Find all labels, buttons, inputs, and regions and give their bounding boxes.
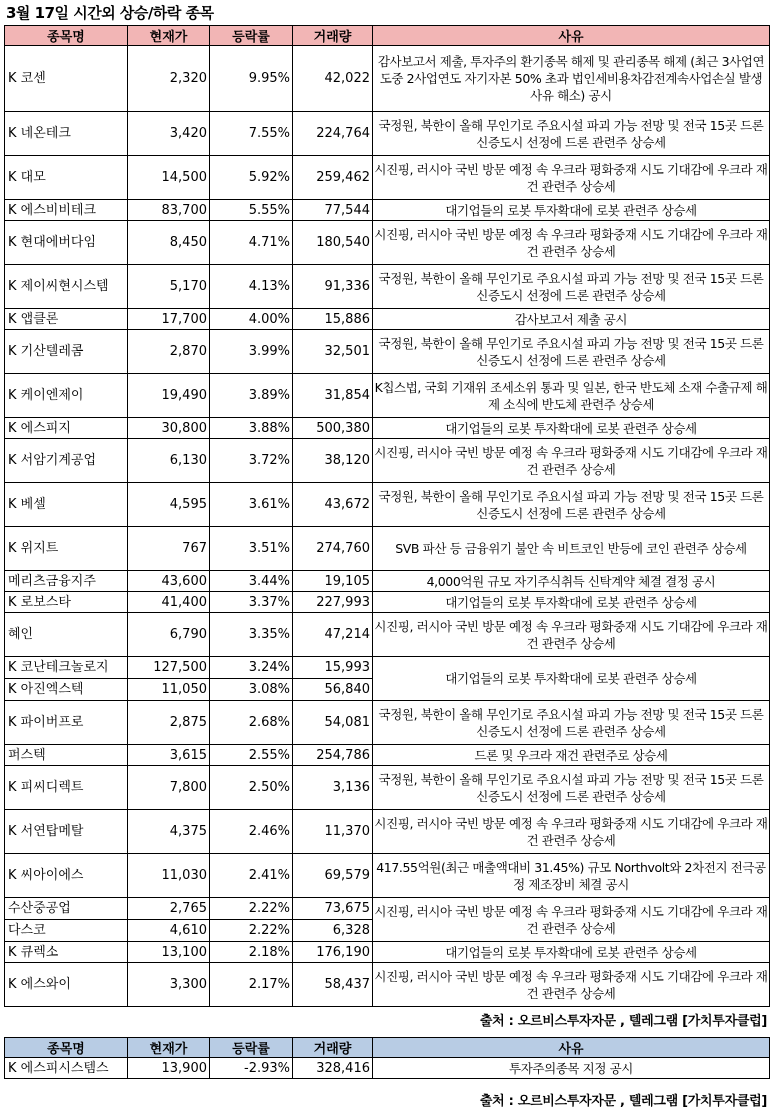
table-row <box>5 265 770 309</box>
table-row <box>5 942 770 963</box>
rate-cell: 3.08% <box>210 679 293 701</box>
price-cell: 2,765 <box>128 898 210 920</box>
rate-cell: 3.51% <box>210 527 293 571</box>
price-cell: 3,420 <box>128 112 210 156</box>
reason-cell: K칩스법, 국회 기재위 조세소위 통과 및 일본, 한국 반도체 소재 수출규제 해제 소식에 반도체 관련주 상승세 <box>373 374 770 418</box>
price-cell: 13,900 <box>128 1058 210 1079</box>
reason-cell: 대기업들의 로봇 투자확대에 로봇 관련주 상승세 <box>373 418 770 439</box>
stock-name-cell: 다스코 <box>5 920 128 942</box>
volume-cell: 47,214 <box>293 613 373 657</box>
reason-cell: 드론 및 우크라 재건 관련주로 상승세 <box>373 745 770 766</box>
reason-cell: 시진핑, 러시아 국빈 방문 예정 속 우크라 평화중재 시도 기대감에 우크라 재건 관련주 상승세 <box>373 963 770 1007</box>
rate-cell: 2.68% <box>210 701 293 745</box>
reason-cell: 417.55억원(최근 매출액대비 31.45%) 규모 Northvolt와 2차전지 전극공정 제조장비 체결 공시 <box>373 854 770 898</box>
header-reason: 사유 <box>373 1038 770 1058</box>
header-name: 종목명 <box>5 26 128 46</box>
stock-name-cell: K 아진엑스텍 <box>5 679 128 701</box>
table-row <box>5 766 770 810</box>
volume-cell: 15,993 <box>293 657 373 679</box>
table-row <box>5 1058 770 1079</box>
price-cell: 11,050 <box>128 679 210 701</box>
price-cell: 767 <box>128 527 210 571</box>
source-note: 출처 : 오르비스투자자문 , 텔레그램 [가치투자클럽] <box>479 1014 767 1029</box>
reason-cell: SVB 파산 등 금융위기 불안 속 비트코인 반등에 코인 관련주 상승세 <box>373 527 770 571</box>
rate-cell: 2.55% <box>210 745 293 766</box>
rate-cell: 2.41% <box>210 854 293 898</box>
price-cell: 13,100 <box>128 942 210 963</box>
volume-cell: 42,022 <box>293 46 373 112</box>
table-row <box>5 46 770 112</box>
volume-cell: 31,854 <box>293 374 373 418</box>
rate-cell: 2.46% <box>210 810 293 854</box>
reason-cell: 시진핑, 러시아 국빈 방문 예정 속 우크라 평화중재 시도 기대감에 우크라 재건 관련주 상승세 <box>373 810 770 854</box>
volume-cell: 328,416 <box>293 1058 373 1079</box>
price-cell: 2,320 <box>128 46 210 112</box>
table-row <box>5 963 770 1007</box>
reason-cell: 대기업들의 로봇 투자확대에 로봇 관련주 상승세 <box>373 592 770 613</box>
reason-cell: 시진핑, 러시아 국빈 방문 예정 속 우크라 평화중재 시도 기대감에 우크라 재건 관련주 상승세 <box>373 613 770 657</box>
price-cell: 6,130 <box>128 439 210 483</box>
price-cell: 4,595 <box>128 483 210 527</box>
reason-cell: 국정원, 북한이 올해 무인기로 주요시설 파괴 가능 전망 및 전국 15곳 드론신증도시 선정에 드론 관련주 상승세 <box>373 112 770 156</box>
price-cell: 4,375 <box>128 810 210 854</box>
price-cell: 6,790 <box>128 613 210 657</box>
reason-cell: 국정원, 북한이 올해 무인기로 주요시설 파괴 가능 전망 및 전국 15곳 드론신증도시 선정에 드론 관련주 상승세 <box>373 483 770 527</box>
table-row <box>5 571 770 592</box>
volume-cell: 11,370 <box>293 810 373 854</box>
table-row <box>5 745 770 766</box>
table-row <box>5 854 770 898</box>
reason-cell: 대기업들의 로봇 투자확대에 로봇 관련주 상승세 <box>373 942 770 963</box>
volume-cell: 73,675 <box>293 898 373 920</box>
reason-cell: 국정원, 북한이 올해 무인기로 주요시설 파괴 가능 전망 및 전국 15곳 드론신증도시 선정에 드론 관련주 상승세 <box>373 265 770 309</box>
table-row <box>5 200 770 221</box>
stock-name-cell: K 에스피시스템스 <box>5 1058 128 1079</box>
rate-cell: 3.72% <box>210 439 293 483</box>
price-cell: 19,490 <box>128 374 210 418</box>
table-row <box>5 309 770 330</box>
header-volume: 거래량 <box>293 26 373 46</box>
table-row <box>5 657 770 679</box>
rate-cell: 2.50% <box>210 766 293 810</box>
rate-cell: 4.13% <box>210 265 293 309</box>
stock-name-cell: K 서암기계공업 <box>5 439 128 483</box>
price-cell: 11,030 <box>128 854 210 898</box>
volume-cell: 43,672 <box>293 483 373 527</box>
rate-cell: 3.99% <box>210 330 293 374</box>
header-reason: 사유 <box>373 26 770 46</box>
reason-cell: 국정원, 북한이 올해 무인기로 주요시설 파괴 가능 전망 및 전국 15곳 드론신증도시 선정에 드론 관련주 상승세 <box>373 701 770 745</box>
price-cell: 3,615 <box>128 745 210 766</box>
volume-cell: 259,462 <box>293 156 373 200</box>
reason-cell: 시진핑, 러시아 국빈 방문 예정 속 우크라 평화중재 시도 기대감에 우크라 재건 관련주 상승세 <box>373 439 770 483</box>
header-volume: 거래량 <box>293 1038 373 1058</box>
stock-name-cell: K 현대에버다임 <box>5 221 128 265</box>
price-cell: 17,700 <box>128 309 210 330</box>
table-row <box>5 112 770 156</box>
reason-cell: 감사보고서 제출 공시 <box>373 309 770 330</box>
stock-name-cell: 수산중공업 <box>5 898 128 920</box>
rate-cell: 3.89% <box>210 374 293 418</box>
table-row <box>5 439 770 483</box>
stock-name-cell: K 큐렉소 <box>5 942 128 963</box>
stock-name-cell: K 에스피지 <box>5 418 128 439</box>
table-row <box>5 330 770 374</box>
rate-cell: 9.95% <box>210 46 293 112</box>
volume-cell: 3,136 <box>293 766 373 810</box>
price-cell: 3,300 <box>128 963 210 1007</box>
stock-name-cell: K 에스와이 <box>5 963 128 1007</box>
source-note-2: 출처 : 오르비스투자자문 , 텔레그램 [가치투자클럽] <box>479 1094 767 1109</box>
rate-cell: 2.17% <box>210 963 293 1007</box>
rate-cell: 3.88% <box>210 418 293 439</box>
stock-name-cell: K 서연탑메탈 <box>5 810 128 854</box>
stock-name-cell: K 씨아이에스 <box>5 854 128 898</box>
fall-header-row <box>5 1038 770 1058</box>
reason-cell: 국정원, 북한이 올해 무인기로 주요시설 파괴 가능 전망 및 전국 15곳 드론신증도시 선정에 드론 관련주 상승세 <box>373 766 770 810</box>
reason-cell: 투자주의종목 지정 공시 <box>373 1058 770 1079</box>
volume-cell: 254,786 <box>293 745 373 766</box>
volume-cell: 15,886 <box>293 309 373 330</box>
price-cell: 83,700 <box>128 200 210 221</box>
rate-cell: 5.92% <box>210 156 293 200</box>
rate-cell: 3.35% <box>210 613 293 657</box>
volume-cell: 54,081 <box>293 701 373 745</box>
rate-cell: 3.61% <box>210 483 293 527</box>
volume-cell: 58,437 <box>293 963 373 1007</box>
volume-cell: 56,840 <box>293 679 373 701</box>
stock-name-cell: 퍼스텍 <box>5 745 128 766</box>
stock-name-cell: K 에스비비테크 <box>5 200 128 221</box>
table-row <box>5 156 770 200</box>
table-row <box>5 613 770 657</box>
volume-cell: 38,120 <box>293 439 373 483</box>
table-row <box>5 592 770 613</box>
fall-table <box>4 1037 770 1079</box>
rise-table <box>4 25 770 1007</box>
stock-name-cell: 혜인 <box>5 613 128 657</box>
rate-cell: 4.71% <box>210 221 293 265</box>
volume-cell: 91,336 <box>293 265 373 309</box>
price-cell: 5,170 <box>128 265 210 309</box>
table-row <box>5 701 770 745</box>
reason-cell: 대기업들의 로봇 투자확대에 로봇 관련주 상승세 <box>373 200 770 221</box>
reason-cell: 시진핑, 러시아 국빈 방문 예정 속 우크라 평화중재 시도 기대감에 우크라 재건 관련주 상승세 <box>373 221 770 265</box>
volume-cell: 227,993 <box>293 592 373 613</box>
stock-name-cell: K 파이버프로 <box>5 701 128 745</box>
stock-name-cell: 메리츠금융지주 <box>5 571 128 592</box>
price-cell: 2,875 <box>128 701 210 745</box>
volume-cell: 32,501 <box>293 330 373 374</box>
rate-cell: 2.22% <box>210 920 293 942</box>
stock-name-cell: K 대모 <box>5 156 128 200</box>
rate-cell: 3.44% <box>210 571 293 592</box>
table-row <box>5 898 770 920</box>
price-cell: 8,450 <box>128 221 210 265</box>
stock-name-cell: K 코난테크놀로지 <box>5 657 128 679</box>
volume-cell: 224,764 <box>293 112 373 156</box>
rate-cell: 3.24% <box>210 657 293 679</box>
table-row <box>5 374 770 418</box>
rate-cell: 5.55% <box>210 200 293 221</box>
reason-cell: 시진핑, 러시아 국빈 방문 예정 속 우크라 평화중재 시도 기대감에 우크라 재건 관련주 상승세 <box>373 898 770 942</box>
header-price: 현재가 <box>128 1038 210 1058</box>
price-cell: 41,400 <box>128 592 210 613</box>
volume-cell: 176,190 <box>293 942 373 963</box>
stock-name-cell: K 제이씨현시스템 <box>5 265 128 309</box>
stock-name-cell: K 피씨디렉트 <box>5 766 128 810</box>
rate-cell: 2.18% <box>210 942 293 963</box>
header-rate: 등락률 <box>210 1038 293 1058</box>
table-row <box>5 527 770 571</box>
stock-name-cell: K 위지트 <box>5 527 128 571</box>
price-cell: 14,500 <box>128 156 210 200</box>
reason-cell: 4,000억원 규모 자기주식취득 신탁계약 체결 결정 공시 <box>373 571 770 592</box>
price-cell: 30,800 <box>128 418 210 439</box>
header-rate: 등락률 <box>210 26 293 46</box>
table-row <box>5 483 770 527</box>
header-price: 현재가 <box>128 26 210 46</box>
rate-cell: 4.00% <box>210 309 293 330</box>
volume-cell: 69,579 <box>293 854 373 898</box>
volume-cell: 19,105 <box>293 571 373 592</box>
stock-name-cell: K 베셀 <box>5 483 128 527</box>
reason-cell: 대기업들의 로봇 투자확대에 로봇 관련주 상승세 <box>373 657 770 701</box>
price-cell: 127,500 <box>128 657 210 679</box>
reason-cell: 감사보고서 제출, 투자주의 환기종목 해제 및 관리종목 해제 (최근 3사업연도중 2사업연도 자기자본 50% 초과 법인세비용차감전계속사업손실 발생 사유 해소) 공시 <box>373 46 770 112</box>
volume-cell: 6,328 <box>293 920 373 942</box>
stock-name-cell: K 코센 <box>5 46 128 112</box>
reason-cell: 국정원, 북한이 올해 무인기로 주요시설 파괴 가능 전망 및 전국 15곳 드론신증도시 선정에 드론 관련주 상승세 <box>373 330 770 374</box>
rate-cell: 7.55% <box>210 112 293 156</box>
volume-cell: 180,540 <box>293 221 373 265</box>
reason-cell: 시진핑, 러시아 국빈 방문 예정 속 우크라 평화중재 시도 기대감에 우크라 재건 관련주 상승세 <box>373 156 770 200</box>
volume-cell: 274,760 <box>293 527 373 571</box>
header-name: 종목명 <box>5 1038 128 1058</box>
price-cell: 43,600 <box>128 571 210 592</box>
volume-cell: 500,380 <box>293 418 373 439</box>
table-row <box>5 221 770 265</box>
rate-cell: 2.22% <box>210 898 293 920</box>
rise-header-row <box>5 26 770 46</box>
price-cell: 7,800 <box>128 766 210 810</box>
rate-cell: -2.93% <box>210 1058 293 1079</box>
rate-cell: 3.37% <box>210 592 293 613</box>
stock-name-cell: K 네온테크 <box>5 112 128 156</box>
stock-name-cell: K 앱클론 <box>5 309 128 330</box>
stock-name-cell: K 기산텔레콤 <box>5 330 128 374</box>
page-title: 3월 17일 시간외 상승/하락 종목 <box>6 4 214 22</box>
table-row <box>5 810 770 854</box>
table-row <box>5 418 770 439</box>
price-cell: 4,610 <box>128 920 210 942</box>
volume-cell: 77,544 <box>293 200 373 221</box>
stock-name-cell: K 케이엔제이 <box>5 374 128 418</box>
price-cell: 2,870 <box>128 330 210 374</box>
stock-name-cell: K 로보스타 <box>5 592 128 613</box>
